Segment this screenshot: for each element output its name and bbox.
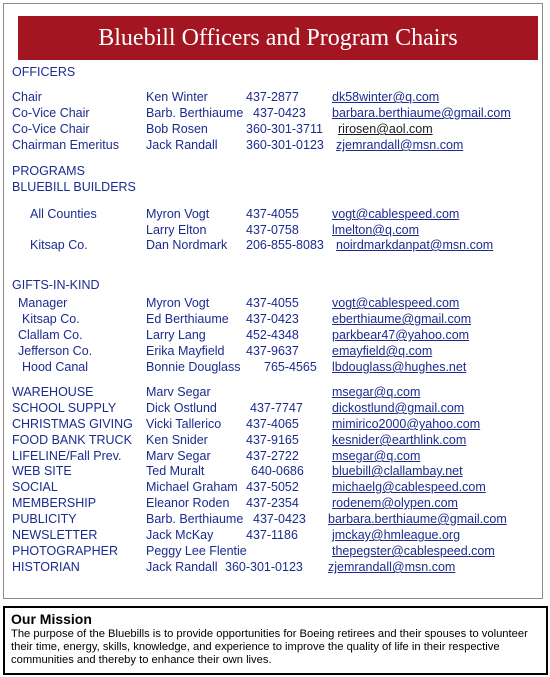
phone-number: 437-0423 — [253, 106, 306, 120]
person-name: Vicki Tallerico — [146, 417, 222, 431]
section-heading-builders: BLUEBILL BUILDERS — [12, 180, 136, 194]
phone-number: 437-2877 — [246, 90, 299, 104]
email-link[interactable]: dk58winter@q.com — [332, 90, 440, 104]
role-label: SOCIAL — [12, 480, 58, 494]
email-link[interactable]: rirosen@aol.com — [338, 122, 433, 136]
phone-number: 360-301-3711 — [246, 122, 323, 136]
email-link[interactable]: michaelg@cablespeed.com — [332, 480, 486, 494]
section-heading-programs: PROGRAMS — [12, 164, 85, 178]
phone-number: 437-0423 — [246, 312, 299, 326]
person-name: Barb. Berthiaume — [146, 512, 244, 526]
role-label: HISTORIAN — [12, 560, 80, 574]
role-label: Manager — [18, 296, 68, 310]
table-row — [0, 295, 550, 311]
role-label: NEWSLETTER — [12, 528, 98, 542]
email-link[interactable]: lbdouglass@hughes.net — [332, 360, 467, 374]
phone-number: 765-4565 — [264, 360, 317, 374]
role-label: CHRISTMAS GIVING — [12, 417, 133, 431]
role-label: Clallam Co. — [18, 328, 83, 342]
phone-number: 437-9165 — [246, 433, 299, 447]
table-row — [0, 463, 550, 479]
phone-number: 437-9637 — [246, 344, 299, 358]
section-heading-gifts: GIFTS-IN-KIND — [12, 278, 100, 292]
person-name: Larry Elton — [146, 223, 207, 237]
phone-number: 360-301-0123 — [225, 560, 303, 574]
person-name: Jack Randall — [146, 560, 218, 574]
phone-number: 437-0758 — [246, 223, 299, 237]
phone-number: 437-4055 — [246, 207, 299, 221]
email-link[interactable]: vogt@cablespeed.com — [332, 296, 460, 310]
person-name: Myron Vogt — [146, 296, 210, 310]
table-row — [0, 543, 550, 559]
person-name: Larry Lang — [146, 328, 206, 342]
phone-number: 437-7747 — [250, 401, 303, 415]
phone-number: 452-4348 — [246, 328, 299, 342]
table-row — [0, 511, 550, 527]
phone-number: 640-0686 — [251, 464, 304, 478]
table-row — [0, 206, 550, 222]
phone-number: 437-0423 — [253, 512, 306, 526]
email-link[interactable]: msegar@q.com — [332, 385, 421, 399]
phone-number: 437-2354 — [246, 496, 299, 510]
table-row — [0, 432, 550, 448]
mission-title: Our Mission — [11, 611, 92, 627]
role-label: Hood Canal — [22, 360, 89, 374]
person-name: Marv Segar — [146, 449, 211, 463]
email-link[interactable]: emayfield@q.com — [332, 344, 433, 358]
person-name: Ed Berthiaume — [146, 312, 229, 326]
table-row — [0, 222, 550, 238]
person-name: Bob Rosen — [146, 122, 208, 136]
table-row — [0, 416, 550, 432]
table-row — [0, 559, 550, 575]
role-label: PHOTOGRAPHER — [12, 544, 119, 558]
phone-number: 206-855-8083 — [246, 238, 324, 252]
role-label: WAREHOUSE — [12, 385, 94, 399]
table-row — [0, 137, 550, 153]
table-row — [0, 311, 550, 327]
phone-number: 437-4065 — [246, 417, 299, 431]
email-link[interactable]: jmckay@hmleague.org — [332, 528, 461, 542]
person-name: Marv Segar — [146, 385, 211, 399]
email-link[interactable]: mimirico2000@yahoo.com — [332, 417, 481, 431]
role-label: Co-Vice Chair — [12, 106, 90, 120]
email-link[interactable]: bluebill@clallambay.net — [332, 464, 463, 478]
email-link[interactable]: parkbear47@yahoo.com — [332, 328, 470, 342]
email-link[interactable]: vogt@cablespeed.com — [332, 207, 460, 221]
role-label: Kitsap Co. — [22, 312, 80, 326]
email-link[interactable]: dickostlund@gmail.com — [332, 401, 465, 415]
role-label: Chair — [12, 90, 42, 104]
table-row — [0, 527, 550, 543]
role-label: PUBLICITY — [12, 512, 77, 526]
table-row — [0, 237, 550, 253]
phone-number: 437-2722 — [246, 449, 299, 463]
person-name: Barb. Berthiaume — [146, 106, 244, 120]
person-name: Michael Graham — [146, 480, 238, 494]
email-link[interactable]: msegar@q.com — [332, 449, 421, 463]
email-link[interactable]: zjemrandall@msn.com — [328, 560, 456, 574]
phone-number: 437-5052 — [246, 480, 299, 494]
role-label: FOOD BANK TRUCK — [12, 433, 132, 447]
mission-text: The purpose of the Bluebills is to provide opportunities for Boeing retirees and their spouses to volunteer their time, energy, skills, knowledge, and experience to improve the quality of life in their respective communities and thereby to enhance their own lives. — [11, 628, 528, 666]
email-link[interactable]: thepegster@cablespeed.com — [332, 544, 495, 558]
mission-box — [3, 606, 548, 675]
person-name: Dick Ostlund — [146, 401, 217, 415]
page-title: Bluebill Officers and Program Chairs — [18, 16, 538, 60]
section-heading-officers: OFFICERS — [12, 65, 76, 79]
role-label: Kitsap Co. — [30, 238, 88, 252]
email-link[interactable]: eberthiaume@gmail.com — [332, 312, 472, 326]
role-label: WEB SITE — [12, 464, 72, 478]
table-row — [0, 327, 550, 343]
role-label: MEMBERSHIP — [12, 496, 97, 510]
table-row — [0, 89, 550, 105]
phone-number: 437-1186 — [246, 528, 298, 542]
table-row — [0, 400, 550, 416]
email-link[interactable]: noirdmarkdanpat@msn.com — [336, 238, 494, 252]
role-label: Co-Vice Chair — [12, 122, 90, 136]
person-name: Peggy Lee Flentie — [146, 544, 247, 558]
email-link[interactable]: lmelton@q.com — [332, 223, 420, 237]
email-link[interactable]: kesnider@earthlink.com — [332, 433, 467, 447]
person-name: Dan Nordmark — [146, 238, 228, 252]
role-label: Chairman Emeritus — [12, 138, 119, 152]
table-row — [0, 121, 550, 137]
table-row — [0, 384, 550, 400]
table-row — [0, 343, 550, 359]
table-row — [0, 105, 550, 121]
person-name: Jack McKay — [146, 528, 214, 542]
role-label: All Counties — [30, 207, 97, 221]
phone-number: 360-301-0123 — [246, 138, 324, 152]
table-row — [0, 448, 550, 464]
person-name: Eleanor Roden — [146, 496, 230, 510]
email-link[interactable]: barbara.berthiaume@gmail.com — [332, 106, 511, 120]
table-row — [0, 495, 550, 511]
email-link[interactable]: barbara.berthiaume@gmail.com — [328, 512, 507, 526]
role-label: Jefferson Co. — [18, 344, 93, 358]
table-row — [0, 359, 550, 375]
role-label: SCHOOL SUPPLY — [12, 401, 117, 415]
email-link[interactable]: zjemrandall@msn.com — [336, 138, 464, 152]
table-row — [0, 479, 550, 495]
person-name: Ken Snider — [146, 433, 208, 447]
person-name: Bonnie Douglass — [146, 360, 241, 374]
email-link[interactable]: rodenem@olypen.com — [332, 496, 458, 510]
role-label: LIFELINE/Fall Prev. — [12, 449, 122, 463]
person-name: Ken Winter — [146, 90, 208, 104]
person-name: Erika Mayfield — [146, 344, 225, 358]
person-name: Jack Randall — [146, 138, 218, 152]
person-name: Ted Muralt — [146, 464, 205, 478]
person-name: Myron Vogt — [146, 207, 210, 221]
phone-number: 437-4055 — [246, 296, 299, 310]
